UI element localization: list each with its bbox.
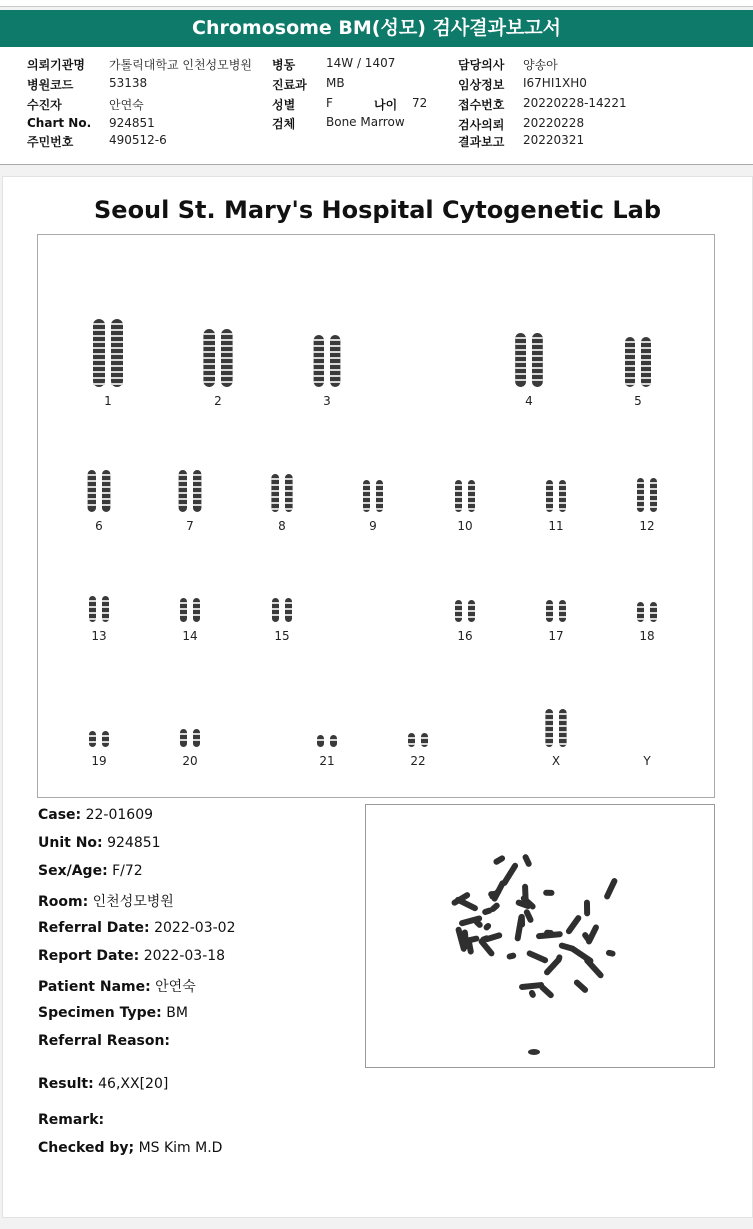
karyogram-image <box>38 235 714 797</box>
chromosome-pair-X <box>545 709 566 747</box>
chromosome-pair-13 <box>89 596 109 622</box>
value-age: 72 <box>412 96 428 110</box>
value-report-date: 20220321 <box>523 133 585 147</box>
chromosome-label-10: 10 <box>457 519 473 533</box>
unit-no-value: 924851 <box>107 835 161 851</box>
label-request-date: 검사의뢰 <box>458 118 505 132</box>
chromosome-label-20: 20 <box>182 754 198 768</box>
specimen-type-value: BM <box>166 1005 188 1021</box>
chromosome-pair-5 <box>625 337 651 387</box>
chromosome-label-13: 13 <box>91 629 107 643</box>
label-doctor: 담당의사 <box>458 58 505 72</box>
room-line: Room: 인천성모병원 <box>38 894 174 910</box>
patient-name-value: 안연숙 <box>155 979 196 995</box>
metaphase-chromosomes <box>450 853 618 1055</box>
label-ward: 병동 <box>272 58 296 72</box>
chromosome-label-Y: Y <box>643 754 651 768</box>
chromosome-pair-20 <box>180 729 200 747</box>
metaphase-image-panel <box>365 804 715 1068</box>
referral-date-line: Referral Date: 2022-03-02 <box>38 920 236 936</box>
unit-no-line: Unit No: 924851 <box>38 835 161 851</box>
value-sex: F <box>326 96 333 110</box>
chromosome-pair-4 <box>515 333 543 387</box>
chromosome-label-6: 6 <box>95 519 103 533</box>
referral-reason-line: Referral Reason: <box>38 1033 171 1049</box>
chromosome-label-14: 14 <box>182 629 198 643</box>
chromosome-pair-10 <box>455 480 475 512</box>
result-line: Result: 46,XX[20] <box>38 1076 169 1092</box>
chromosome-label-15: 15 <box>274 629 290 643</box>
chromosome-pair-6 <box>88 470 111 512</box>
specimen-type-line: Specimen Type: BM <box>38 1005 188 1021</box>
chromosome-pair-15 <box>272 598 292 622</box>
result-value: 46,XX[20] <box>98 1076 169 1092</box>
chromosome-label-22: 22 <box>410 754 426 768</box>
value-request-date: 20220228 <box>523 116 585 130</box>
chromosome-label-21: 21 <box>319 754 335 768</box>
chromosome-pair-9 <box>363 480 383 512</box>
chromosome-label-16: 16 <box>457 629 473 643</box>
chromosome-pair-1 <box>93 319 123 387</box>
chromosome-label-3: 3 <box>323 394 331 408</box>
label-resident-no: 주민번호 <box>27 135 74 149</box>
value-institution: 가톨릭대학교 인천성모병원 <box>109 58 252 72</box>
chromosome-label-4: 4 <box>525 394 533 408</box>
value-hospital-code: 53138 <box>109 76 148 90</box>
karyotype-report <box>2 176 753 1218</box>
patient-name-line: Patient Name: 안연숙 <box>38 979 196 995</box>
label-report-date: 결과보고 <box>458 135 505 149</box>
report-date-value: 2022-03-18 <box>143 948 226 964</box>
value-patient: 안연숙 <box>109 98 144 112</box>
report-date-line: Report Date: 2022-03-18 <box>38 948 226 964</box>
room-value: 인천성모병원 <box>92 894 174 910</box>
chromosome-label-12: 12 <box>639 519 655 533</box>
report-title-bar <box>0 10 753 47</box>
chromosome-pair-16 <box>455 600 475 622</box>
referral-date-value: 2022-03-02 <box>154 920 236 936</box>
chromosome-label-X: X <box>551 754 561 768</box>
chromosome-pair-21 <box>317 735 337 747</box>
chromosome-pair-7 <box>179 470 202 512</box>
value-ward: 14W / 1407 <box>326 56 396 70</box>
chromosome-label-7: 7 <box>186 519 194 533</box>
chromosome-pair-11 <box>546 480 566 512</box>
label-chart-no: Chart No. <box>27 116 92 130</box>
case-line: Case: 22-01609 <box>38 807 154 823</box>
label-hospital-code: 병원코드 <box>27 78 74 92</box>
label-accession-no: 접수번호 <box>458 98 505 112</box>
checked-by-value: MS Kim M.D <box>138 1140 223 1156</box>
case-value: 22-01609 <box>85 807 154 823</box>
chromosome-label-1: 1 <box>104 394 112 408</box>
karyogram-panel <box>37 234 715 798</box>
chromosome-pair-19 <box>89 731 109 747</box>
label-age: 나이 <box>374 98 398 112</box>
sex-age-value: F/72 <box>112 863 143 879</box>
chromosome-pair-12 <box>637 478 657 512</box>
chromosome-pair-8 <box>271 474 292 512</box>
chromosome-label-11: 11 <box>548 519 564 533</box>
label-patient: 수진자 <box>27 98 62 112</box>
chromosome-label-2: 2 <box>214 394 222 408</box>
checked-by-line: Checked by; MS Kim M.D <box>38 1140 223 1156</box>
value-resident-no: 490512-6 <box>109 133 167 147</box>
chromosome-label-8: 8 <box>278 519 286 533</box>
label-clinical-info: 임상정보 <box>458 78 505 92</box>
report-title: Chromosome BM(성모) 검사결과보고서 <box>192 17 561 39</box>
chromosome-pair-2 <box>203 329 232 387</box>
value-accession-no: 20220228-14221 <box>523 96 627 110</box>
patient-header <box>0 47 753 165</box>
value-department: MB <box>326 76 345 90</box>
metaphase-image <box>366 805 714 1067</box>
sex-age-line: Sex/Age: F/72 <box>38 863 143 879</box>
label-institution: 의뢰기관명 <box>27 58 85 72</box>
chromosome-pair-18 <box>637 602 657 622</box>
label-specimen: 검체 <box>272 117 296 131</box>
top-strip <box>0 0 753 7</box>
remark-line: Remark: <box>38 1112 105 1128</box>
lab-title: Seoul St. Mary's Hospital Cytogenetic Lab <box>94 196 661 224</box>
chromosome-label-5: 5 <box>634 394 642 408</box>
chromosome-label-19: 19 <box>91 754 107 768</box>
chromosome-label-18: 18 <box>639 629 655 643</box>
value-specimen: Bone Marrow <box>326 115 405 129</box>
value-chart-no: 924851 <box>109 116 155 130</box>
chromosome-pair-22 <box>408 733 428 747</box>
label-sex: 성별 <box>272 98 296 112</box>
chromosome-pair-3 <box>314 335 341 387</box>
chromosome-label-9: 9 <box>369 519 377 533</box>
value-clinical-info: I67HI1XH0 <box>523 76 587 90</box>
chromosome-label-17: 17 <box>548 629 564 643</box>
chromosome-pair-14 <box>180 598 200 622</box>
chromosome-pair-17 <box>546 600 566 622</box>
label-department: 진료과 <box>272 78 307 92</box>
value-doctor: 양송아 <box>523 58 558 72</box>
